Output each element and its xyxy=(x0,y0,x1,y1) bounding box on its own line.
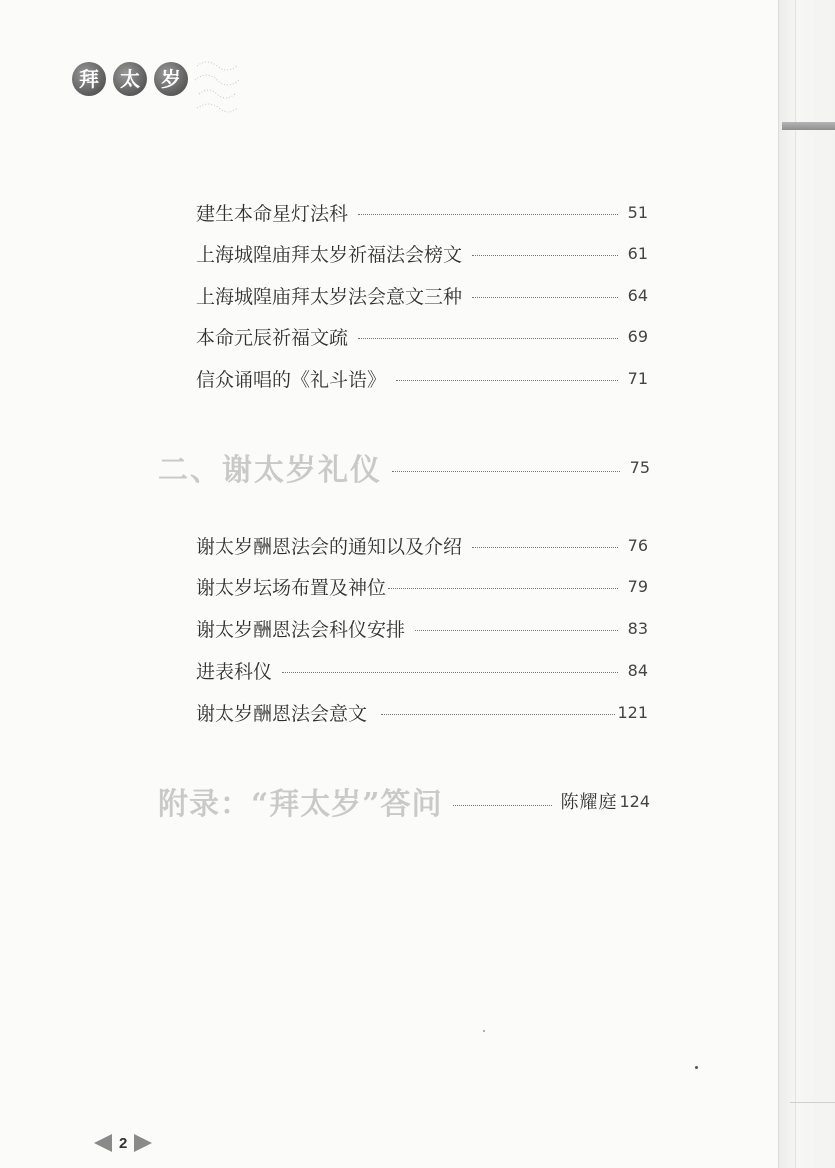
dot-leader xyxy=(381,714,615,715)
toc-entry-page: 71 xyxy=(627,368,648,388)
dot-leader xyxy=(472,255,618,256)
scan-speck xyxy=(695,1066,698,1069)
dot-leader xyxy=(396,380,618,381)
toc-entry[interactable] xyxy=(196,321,648,351)
spine-line xyxy=(795,0,796,1168)
appendix-page: 124 xyxy=(619,791,650,811)
appendix-author: 陈耀庭 xyxy=(560,792,618,813)
toc-appendix-heading[interactable] xyxy=(158,781,650,821)
dot-leader xyxy=(282,672,618,673)
appendix-title: 附录：“拜太岁”答问 xyxy=(158,787,443,822)
dot-leader xyxy=(388,588,618,589)
dot-leader xyxy=(472,547,618,548)
dot-leader xyxy=(472,297,618,298)
spine-divider xyxy=(790,1102,835,1103)
toc-entry-title: 谢太岁酬恩法会科仪安排 xyxy=(196,618,406,641)
toc-entry[interactable] xyxy=(196,238,648,268)
toc-entry-page: 61 xyxy=(627,243,648,263)
toc-entry[interactable] xyxy=(196,280,648,310)
toc-entry-page: 84 xyxy=(627,660,648,680)
logo-char-3: 岁 xyxy=(154,62,188,96)
scan-speck xyxy=(483,1030,485,1032)
page-number-footer xyxy=(94,1128,152,1158)
toc-entry[interactable] xyxy=(196,197,648,227)
arrow-left-icon xyxy=(94,1134,112,1152)
toc-entry-page: 51 xyxy=(627,202,648,222)
toc-entry-title: 谢太岁酬恩法会的通知以及介绍 xyxy=(196,535,463,558)
toc-section-heading[interactable] xyxy=(158,447,650,487)
toc-entry[interactable] xyxy=(196,655,648,685)
book-spine xyxy=(778,0,835,1168)
toc-entry-title: 上海城隍庙拜太岁祈福法会榜文 xyxy=(196,243,463,266)
toc-entry[interactable] xyxy=(196,363,648,393)
toc-entry-title: 信众诵唱的《礼斗诰》 xyxy=(196,368,387,391)
toc-entry-title: 进表科仪 xyxy=(196,660,273,683)
toc-entry[interactable] xyxy=(196,613,648,643)
section-title: 二、谢太岁礼仪 xyxy=(158,453,382,488)
dot-leader xyxy=(392,471,620,472)
toc-entry-page: 64 xyxy=(627,285,648,305)
toc-entry-title: 谢太岁酬恩法会意文 xyxy=(196,702,368,725)
toc-entry-title: 谢太岁坛场布置及神位 xyxy=(196,576,387,599)
dot-leader xyxy=(358,338,618,339)
section-page: 75 xyxy=(629,457,650,477)
toc-entry[interactable] xyxy=(196,571,648,601)
toc-entry-title: 上海城隍庙拜太岁法会意文三种 xyxy=(196,285,463,308)
spine-band xyxy=(782,122,835,130)
page-number: 2 xyxy=(119,1134,128,1152)
logo-char-1: 拜 xyxy=(72,62,106,96)
arrow-right-icon xyxy=(134,1134,152,1152)
dot-leader xyxy=(415,630,618,631)
toc-entry[interactable] xyxy=(196,697,648,727)
toc-entry-title: 本命元辰祈福文疏 xyxy=(196,326,349,349)
toc-entry-title: 建生本命星灯法科 xyxy=(196,202,349,225)
cloud-ornament-icon xyxy=(193,54,241,120)
toc-entry-page: 79 xyxy=(627,576,648,596)
toc-entry-page: 76 xyxy=(627,535,648,555)
logo-char-2: 太 xyxy=(113,62,147,96)
dot-leader xyxy=(358,214,618,215)
toc-entry-page: 69 xyxy=(627,326,648,346)
toc-entry-page: 121 xyxy=(617,702,648,722)
toc-entry[interactable] xyxy=(196,530,648,560)
dot-leader xyxy=(453,805,553,806)
toc-entry-page: 83 xyxy=(627,618,648,638)
